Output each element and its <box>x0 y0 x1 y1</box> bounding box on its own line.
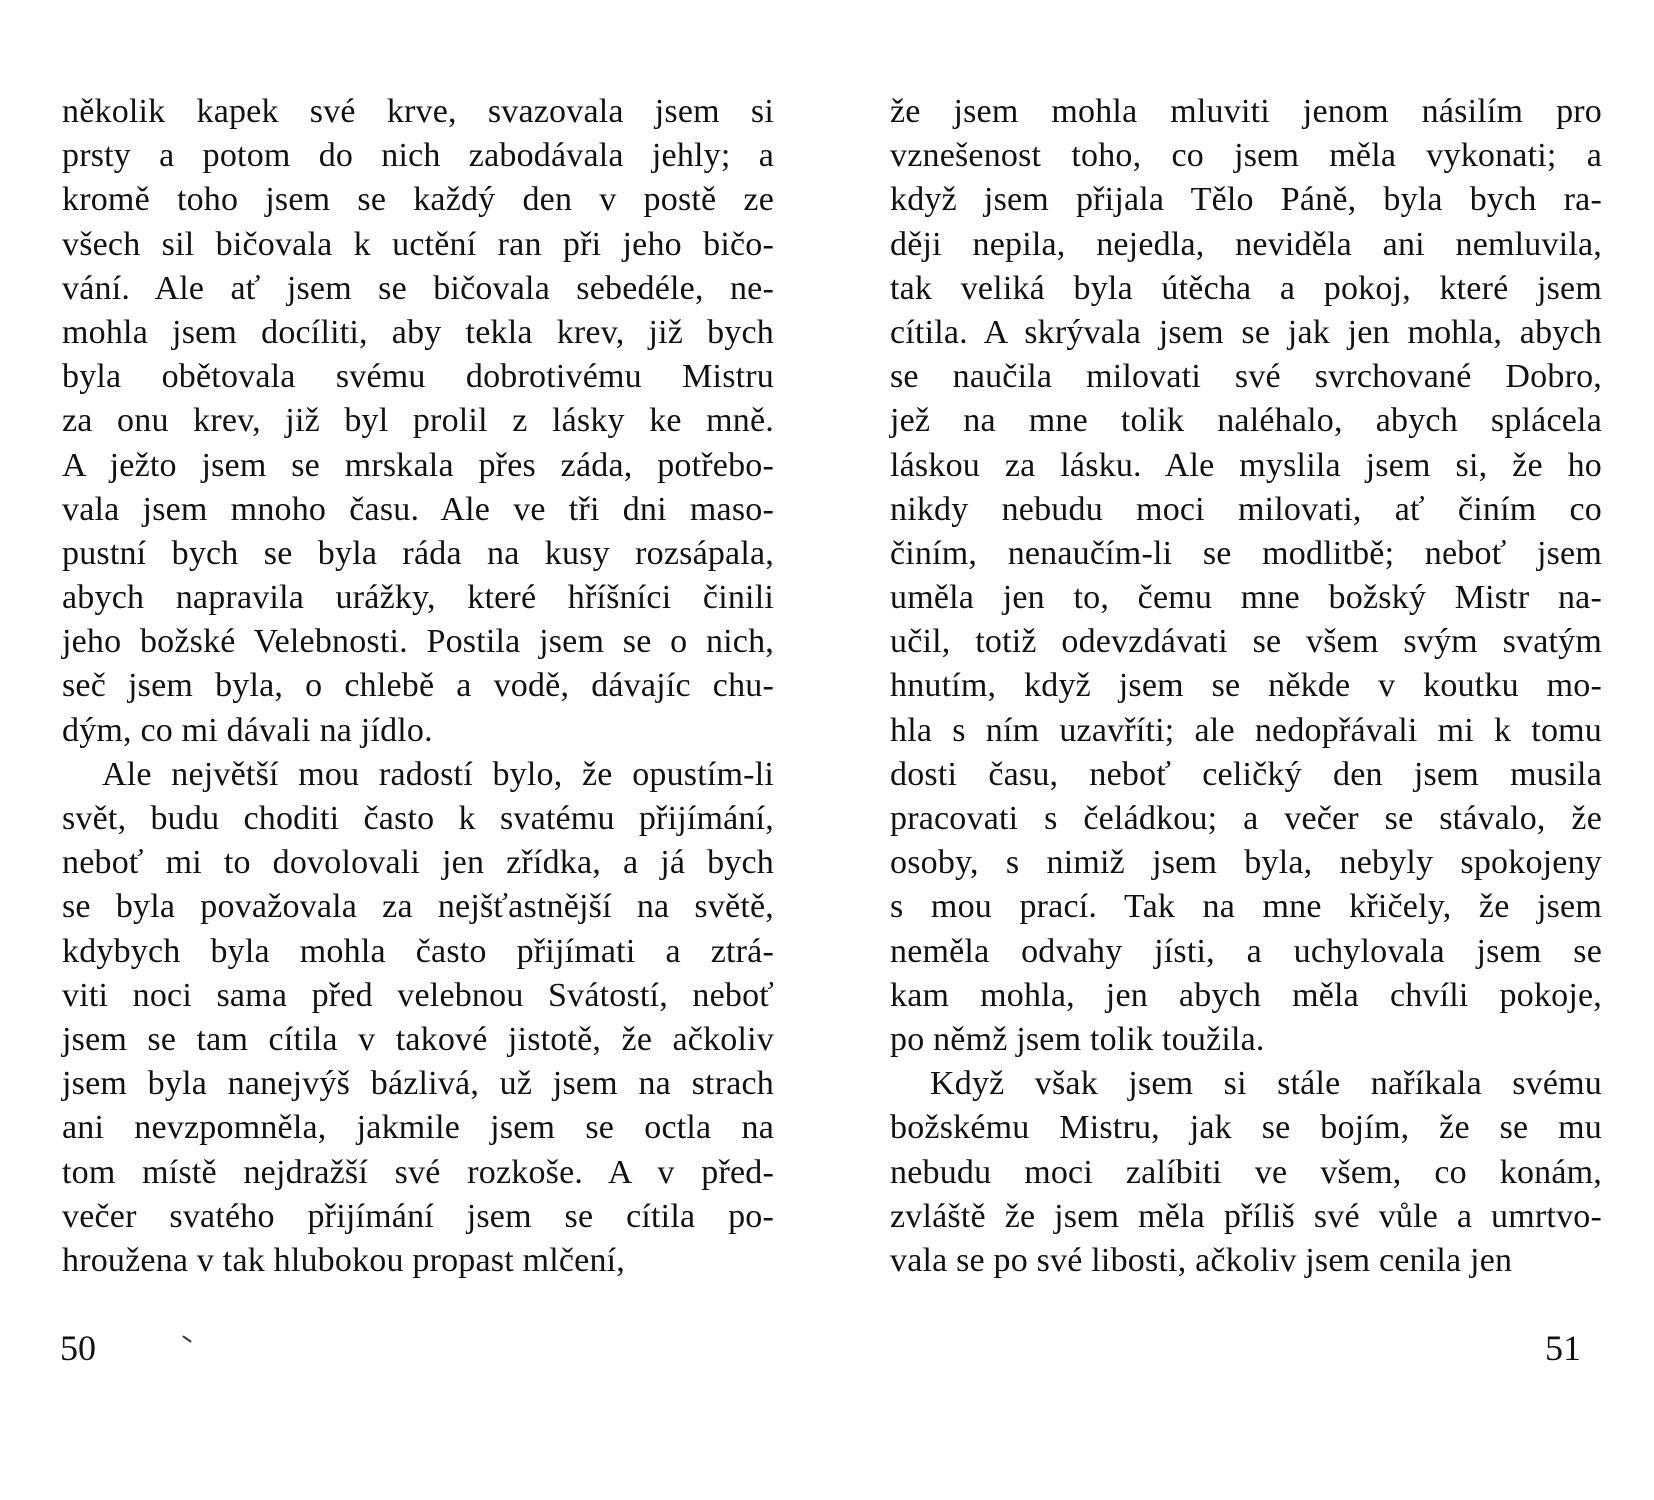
text-line: zvláště že jsem měla příliš své vůle a umrtvo- <box>890 1197 1602 1235</box>
text-line: dým, co mi dávali na jídlo. <box>62 711 433 749</box>
text-line: vala se po své libosti, ačkoliv jsem cenila jen <box>890 1241 1513 1279</box>
text-line: vání. Ale ať jsem se bičovala sebedéle, ne- <box>62 269 774 307</box>
text-line: ději nepila, nejedla, neviděla ani nemluvila, <box>890 225 1602 263</box>
text-line: když jsem přijala Tělo Páně, byla bych ra- <box>890 181 1602 219</box>
paragraph <box>62 90 774 753</box>
text-line: po němž jsem tolik toužila. <box>890 1020 1265 1058</box>
text-line: neměla odvahy jísti, a uchylovala jsem se <box>890 932 1602 970</box>
text-line: viti noci sama před velebnou Svátostí, neboť <box>62 976 774 1014</box>
text-line: svět, budu choditi často k svatému přijímání, <box>62 800 774 837</box>
text-line: kam mohla, jen abych měla chvíli pokoje, <box>890 976 1602 1014</box>
text-line: se byla považovala za nejšťastnější na světě, <box>62 888 774 926</box>
text-line: A ježto jsem se mrskala přes záda, potřebo- <box>62 446 774 484</box>
text-line: činím, nenaučím-li se modlitbě; neboť jsem <box>890 534 1602 572</box>
text-line: pracovati s čeládkou; a večer se stávalo, že <box>890 800 1602 837</box>
text-line: za onu krev, již byl prolil z lásky ke mně. <box>62 402 774 440</box>
text-line: cítila. A skrývala jsem se jak jen mohla, abych <box>890 313 1602 351</box>
text-line: mohla jsem docíliti, aby tekla krev, již bych <box>62 313 774 351</box>
text-line: jež na mne tolik naléhalo, abych splácela <box>890 402 1602 440</box>
text-line: se naučila milovati své svrchované Dobro, <box>890 358 1602 396</box>
text-line: tom místě nejdražší své rozkoše. A v před- <box>62 1153 774 1191</box>
left-page-text <box>62 90 774 1283</box>
text-line: tak veliká byla útěcha a pokoj, které jsem <box>890 269 1602 307</box>
text-line: osoby, s nimiž jsem byla, nebyly spokojeny <box>890 844 1602 882</box>
text-line: několik kapek své krve, svazovala jsem si <box>62 93 774 130</box>
text-line: hroužena v tak hlubokou propast mlčení, <box>62 1241 625 1279</box>
text-line: hla s ním uzavříti; ale nedopřávali mi k tomu <box>890 711 1602 749</box>
text-line: Ale největší mou radostí bylo, že opustím-li <box>102 755 774 793</box>
text-line: vznešenost toho, co jsem měla vykonati; a <box>890 137 1602 175</box>
text-line: láskou za lásku. Ale myslila jsem si, že ho <box>890 446 1602 484</box>
text-line: seč jsem byla, o chlebě a vodě, dávajíc chu- <box>62 667 774 705</box>
text-line: jsem se tam cítila v takové jistotě, že ačkoliv <box>62 1020 774 1058</box>
text-line: abych napravila urážky, které hříšníci činili <box>62 579 774 617</box>
text-line: jeho božské Velebnosti. Postila jsem se o nich, <box>62 623 774 661</box>
text-line: ani nevzpomněla, jakmile jsem se octla na <box>62 1109 774 1147</box>
text-line: pustní bych se byla ráda na kusy rozsápala, <box>62 534 774 572</box>
text-line: nikdy nebudu moci milovati, ať činím co <box>890 490 1602 528</box>
text-line: uměla jen to, čemu mne božský Mistr na- <box>890 579 1602 617</box>
page-number-left: 50 <box>60 1328 96 1368</box>
text-line: byla obětovala svému dobrotivému Mistru <box>62 358 774 396</box>
text-line: hnutím, když jsem se někde v koutku mo- <box>890 667 1602 705</box>
print-speck <box>182 1335 191 1342</box>
text-line: že jsem mohla mluviti jenom násilím pro <box>890 93 1602 130</box>
text-line: s mou prací. Tak na mne křičely, že jsem <box>890 888 1602 926</box>
text-line: vala jsem mnoho času. Ale ve tři dni maso- <box>62 490 774 528</box>
text-line: učil, totiž odevzdávati se všem svým svatým <box>890 623 1602 661</box>
text-line: jsem byla nanejvýš bázlivá, už jsem na strach <box>62 1065 774 1103</box>
text-line: prsty a potom do nich zabodávala jehly; a <box>62 137 774 175</box>
page-number-right: 51 <box>1545 1328 1581 1368</box>
paragraph <box>62 753 774 1283</box>
text-line: Když však jsem si stále naříkala svému <box>930 1065 1602 1103</box>
paragraph <box>890 90 1602 1062</box>
text-line: božskému Mistru, jak se bojím, že se mu <box>890 1109 1602 1147</box>
text-line: kromě toho jsem se každý den v postě ze <box>62 181 774 219</box>
text-line: nebudu moci zalíbiti ve všem, co konám, <box>890 1153 1602 1191</box>
text-line: večer svatého přijímání jsem se cítila po- <box>62 1197 774 1235</box>
text-line: dosti času, neboť celičký den jsem musila <box>890 755 1602 793</box>
text-line: všech sil bičovala k uctění ran při jeho bičo- <box>62 225 774 263</box>
text-line: kdybych byla mohla často přijímati a ztrá- <box>62 932 774 970</box>
text-line: neboť mi to dovolovali jen zřídka, a já bych <box>62 844 774 882</box>
paragraph <box>890 1062 1602 1283</box>
right-page-text <box>890 90 1602 1283</box>
